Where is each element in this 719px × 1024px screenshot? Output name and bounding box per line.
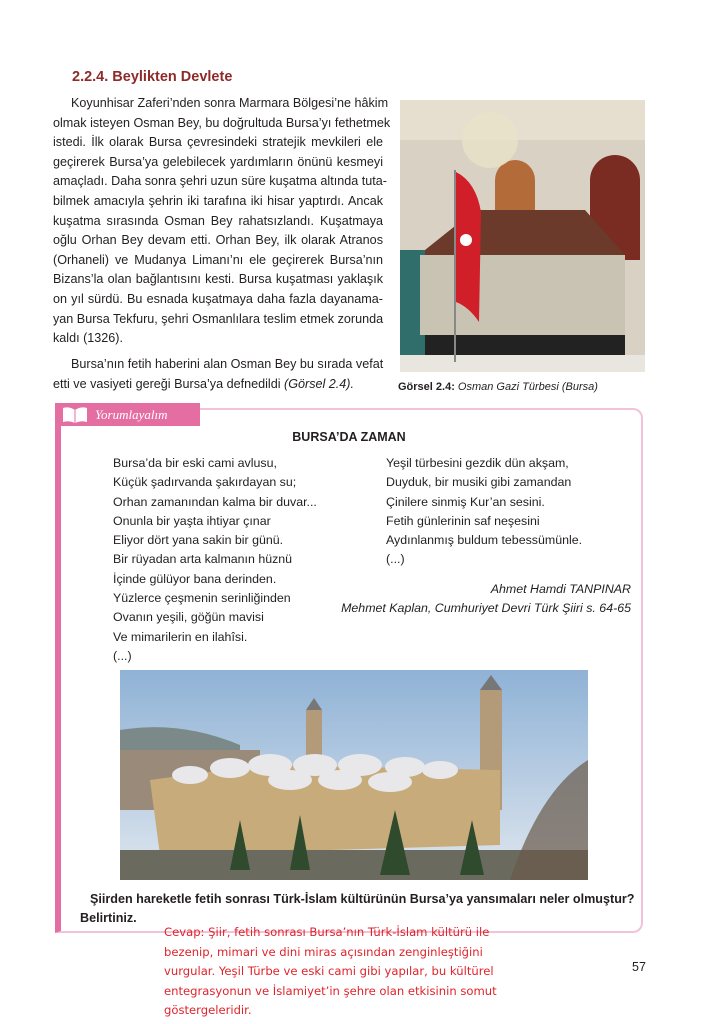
page-number: 57	[632, 960, 646, 974]
paragraph-1	[53, 94, 391, 349]
text-line: Onunla bir yaşta ihtiyar çınar	[113, 513, 271, 528]
activity-tab-label: Yorumlayalım	[95, 407, 168, 422]
text-line: Fetih günlerinin saf neşesini	[386, 513, 540, 528]
figure-caption: Görsel 2.4: Osman Gazi Türbesi (Bursa)	[398, 381, 598, 393]
poem-left-column	[113, 454, 317, 666]
text-line: kaldı (1326).	[53, 331, 124, 346]
open-book-icon	[61, 406, 89, 424]
text-line: Çinilere sinmiş Kur’an sesini.	[386, 494, 545, 509]
text-line: Bizans’la olan bağlantısını kesti. Bursa kuşatması yaklaşık	[53, 272, 383, 287]
question-line: Şiirden hareketle fetih sonrası Türk-İslam kültürünün Bursa’ya yansımaları neler olmuştur?	[90, 892, 635, 906]
text-line: Bursa’nın fetih haberini alan Osman Bey bu sırada vefat	[71, 357, 384, 371]
text-line: Bursa’da bir eski cami avlusu,	[113, 456, 277, 470]
text-line: Eliyor dört yana sakin bir günü.	[113, 533, 284, 548]
poem-author: Ahmet Hamdi TANPINAR	[490, 582, 631, 596]
section-heading: 2.2.4. Beylikten Devlete	[72, 69, 233, 85]
text-line: yan Bursa Tekfuru, şehri Osmanlılara teslim etmek zorunda	[53, 311, 384, 326]
text-line: göstergeleridir.	[164, 1003, 252, 1017]
text-line: olmak isteyen Osman Bey, bu doğrultuda Bursa’yı fethetmek	[53, 115, 391, 130]
bursa-grand-mosque-photo	[120, 670, 588, 880]
text-line: Aydınlanmış buldum tebessümünle.	[386, 533, 583, 548]
text-line: oğlu Orhan Bey devam etti. Orhan Bey, ilk olarak Atranos	[53, 233, 383, 248]
text-line: Ovanın yeşili, göğün mavisi	[113, 610, 264, 625]
text-line: (...)	[386, 552, 405, 567]
figure-reference: (Görsel 2.4).	[284, 376, 355, 391]
text-line: Ve mimarilerin en ilahîsi.	[113, 629, 248, 644]
text-line: İçinde gülüyor bana derinden.	[113, 571, 277, 586]
text-line: bezenip, mimari ve dini miras açısından zenginleştiğini	[164, 944, 483, 959]
text-line: Küçük şadırvanda şakırdayan su;	[113, 475, 297, 490]
text-line: istedi. İlk olarak Bursa çevresindeki stratejik mevkileri ele	[53, 135, 383, 150]
poem-title: BURSA’DA ZAMAN	[292, 430, 406, 444]
paragraph-2	[53, 355, 383, 394]
text-line: entegrasyonun ve İslamiyet’in şehre olan etkisinin somut	[164, 983, 497, 998]
text-line: Bir rüyadan arta kalmanın hüznü	[113, 552, 293, 567]
poem-source: Mehmet Kaplan, Cumhuriyet Devri Türk Şiiri s. 64-65	[341, 601, 631, 615]
text-line: vurgular. Yeşil Türbe ve eski cami gibi yapılar, bu kültürel	[164, 964, 494, 978]
text-line: (...)	[113, 648, 132, 663]
osman-gazi-tomb-photo	[400, 100, 645, 372]
question-line: Belirtiniz.	[80, 911, 137, 925]
text-line: Yeşil türbesini gezdik dün akşam,	[386, 456, 569, 470]
text-line: amaçladı. Daha sonra şehri uzun süre kuşatma altında tuta-	[53, 174, 387, 189]
handwritten-answer	[164, 923, 544, 1021]
text-line: Yüzlerce çeşmenin serinliğinden	[113, 591, 291, 606]
poem-right-column	[386, 454, 582, 570]
text-line: geçirerek Bursa’ya gelebilecek yardımların önünü kesmeyi	[53, 154, 383, 169]
activity-tab	[55, 403, 200, 426]
text-line: Koyunhisar Zaferi’nden sonra Marmara Bölgesi’ne hâkim	[71, 96, 389, 110]
text-line: Cevap: Şiir, fetih sonrası Bursa’nın Türk-İslam kültürü ile	[164, 925, 490, 939]
text-line: (Orhaneli) ve Mudanya Limanı’nı ele geçirerek Bursa’nın	[53, 252, 383, 267]
text-line: kuşatma sırasında Osman Bey rahatsızlandı. Kuşatmaya	[53, 213, 383, 228]
text-line: etti ve vasiyeti gereği Bursa’ya defnedildi (Görsel 2.4).	[53, 376, 355, 391]
text-line: Orhan zamanından kalma bir duvar...	[113, 494, 317, 509]
text-line: bilmek amacıyla şehrin iki tarafına iki hisar yaptırdı. Ancak	[53, 193, 383, 208]
text-line: Duyduk, bir musiki gibi zamandan	[386, 475, 572, 490]
text-line: on yıl sürdü. Bu esnada kuşatmaya daha fazla dayanama-	[53, 291, 383, 306]
